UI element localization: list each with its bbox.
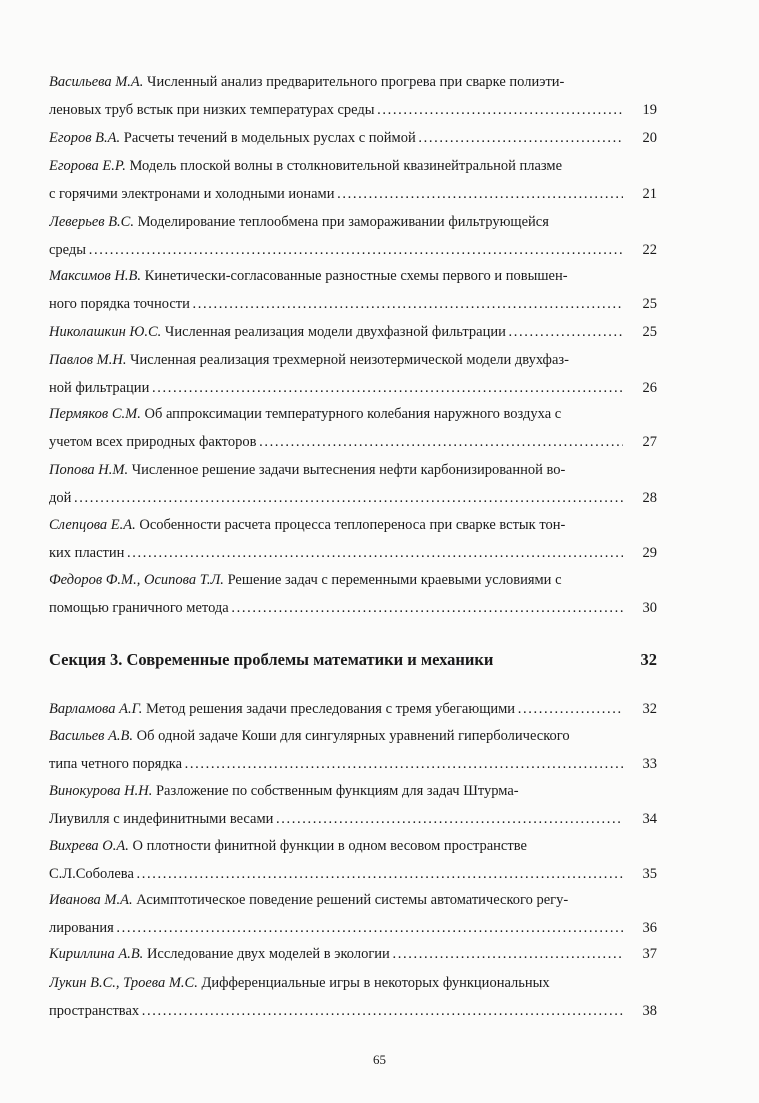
entry-title-cont: ной фильтрации . . . <box>49 378 623 398</box>
entry-page: 38 <box>642 1003 657 1019</box>
entry-page: 21 <box>642 186 657 202</box>
entry-title-cont: учетом всех природных факторов . . . <box>49 432 623 452</box>
entry-title: Численная реализация модели двухфазной фильтрации <box>161 324 506 340</box>
entry-title: О плотности финитной функции в одном весовом пространстве <box>128 838 527 854</box>
entry-page: 36 <box>642 920 657 936</box>
entry-author: Васильев А.В. <box>49 728 134 744</box>
entry-title-cont: типа четного порядка . . . <box>49 754 623 774</box>
entry-title: Дифференциальные игры в некоторых функциональных <box>197 975 550 991</box>
entry-author: Николашкин Ю.С. <box>49 324 162 340</box>
entry-author: Егорова Е.Р. <box>49 158 126 174</box>
entry-author: Слепцова Е.А. <box>49 517 136 533</box>
entry-title-cont: ного порядка точности . . . <box>49 294 623 314</box>
toc-entry <box>49 72 657 120</box>
toc-entry <box>49 350 657 398</box>
toc-entry <box>49 266 657 314</box>
entry-title-cont: с горячими электронами и холодными ионами . . . <box>49 184 623 204</box>
entry-page: 22 <box>642 242 657 258</box>
entry-author: Васильева М.А. <box>49 74 144 90</box>
toc-entry <box>49 128 657 148</box>
toc-entry <box>49 212 657 260</box>
entry-author: Варламова А.Г. <box>49 701 143 717</box>
entry-page: 34 <box>642 811 657 827</box>
toc-entry <box>49 699 657 719</box>
entry-title: Асимптотическое поведение решений системы автоматического регу- <box>132 892 569 908</box>
entry-page: 32 <box>642 701 657 717</box>
entry-page: 29 <box>642 545 657 561</box>
entry-page: 27 <box>642 434 657 450</box>
entry-author: Павлов М.Н. <box>49 352 127 368</box>
entry-author: Лукин В.С., Троева М.С. <box>49 975 198 991</box>
entry-title-cont: дой . . . <box>49 488 623 508</box>
entry-author: Попова Н.М. <box>49 462 129 478</box>
section-page: 32 <box>640 650 657 669</box>
toc-entry <box>49 515 657 563</box>
toc-entry <box>49 890 657 938</box>
entry-page: 26 <box>642 380 657 396</box>
entry-author: Егоров В.А. <box>49 130 121 146</box>
toc-entry <box>49 404 657 452</box>
entry-title-cont: леновых труб встык при низких температурах среды . . . <box>49 100 623 120</box>
section-heading <box>49 649 657 671</box>
entry-author: Винокурова Н.Н. <box>49 783 153 799</box>
toc-entry <box>49 570 657 618</box>
entry-title: Моделирование теплообмена при замораживании фильтрующейся <box>133 214 549 230</box>
entry-author: Максимов Н.В. <box>49 268 142 284</box>
entry-title: Особенности расчета процесса теплопереноса при сварке встык тон- <box>135 517 566 533</box>
section-title: Секция 3. Современные проблемы математики и механики <box>49 650 494 669</box>
toc-entry <box>49 944 657 964</box>
entry-page: 25 <box>642 296 657 312</box>
entry-page: 33 <box>642 756 657 772</box>
entry-page: 28 <box>642 490 657 506</box>
entry-page: 30 <box>642 600 657 616</box>
entry-page: 20 <box>642 130 657 146</box>
toc-entry <box>49 460 657 508</box>
entry-title: Метод решения задачи преследования с тремя убегающими <box>142 701 516 717</box>
toc-entry <box>49 156 657 204</box>
entry-title-cont: С.Л.Соболева . . . <box>49 864 623 884</box>
entry-title: Разложение по собственным функциям для задач Штурма- <box>152 783 519 799</box>
entry-title-cont: Лиувилля с индефинитными весами . . . <box>49 809 623 829</box>
toc-entry <box>49 973 657 1021</box>
entry-title: Об одной задаче Коши для сингулярных уравнений гиперболического <box>133 728 570 744</box>
entry-author: Кириллина А.В. <box>49 946 144 962</box>
entry-title: Исследование двух моделей в экологии <box>143 946 390 962</box>
toc-entry <box>49 322 657 342</box>
entry-title-cont: среды . . . <box>49 240 623 260</box>
page-number: 65 <box>373 1052 386 1067</box>
entry-title-cont: пространствах . . . <box>49 1001 623 1021</box>
entry-title: Численный анализ предварительного прогрева при сварке полиэти- <box>143 74 565 90</box>
toc-entry <box>49 836 657 884</box>
entry-author: Иванова М.А. <box>49 892 133 908</box>
entry-title: Численная реализация трехмерной неизотермической модели двухфаз- <box>126 352 569 368</box>
toc-entry <box>49 726 657 774</box>
entry-author: Федоров Ф.М., Осипова Т.Л. <box>49 572 224 588</box>
entry-page: 19 <box>642 102 657 118</box>
entry-title: Расчеты течений в модельных руслах с поймой <box>120 130 416 146</box>
entry-title-cont: лирования . . . <box>49 918 623 938</box>
entry-title-cont: помощью граничного метода . . . <box>49 598 623 618</box>
entry-title: Модель плоской волны в столкновительной квазинейтральной плазме <box>125 158 563 174</box>
entry-title-cont: ких пластин . . . <box>49 543 623 563</box>
entry-page: 37 <box>642 946 657 962</box>
entry-title: Численное решение задачи вытеснения нефти карбонизированной во- <box>128 462 566 478</box>
entry-page: 25 <box>642 324 657 340</box>
entry-page: 35 <box>642 866 657 882</box>
entry-title: Решение задач с переменными краевыми условиями с <box>223 572 562 588</box>
entry-author: Пермяков С.М. <box>49 406 141 422</box>
entry-author: Леверьев В.С. <box>49 214 134 230</box>
entry-title: Об аппроксимации температурного колебания наружного воздуха с <box>140 406 562 422</box>
entry-author: Вихрева О.А. <box>49 838 129 854</box>
entry-title: Кинетически-согласованные разностные схемы первого и повышен- <box>141 268 568 284</box>
toc-entry <box>49 781 657 829</box>
